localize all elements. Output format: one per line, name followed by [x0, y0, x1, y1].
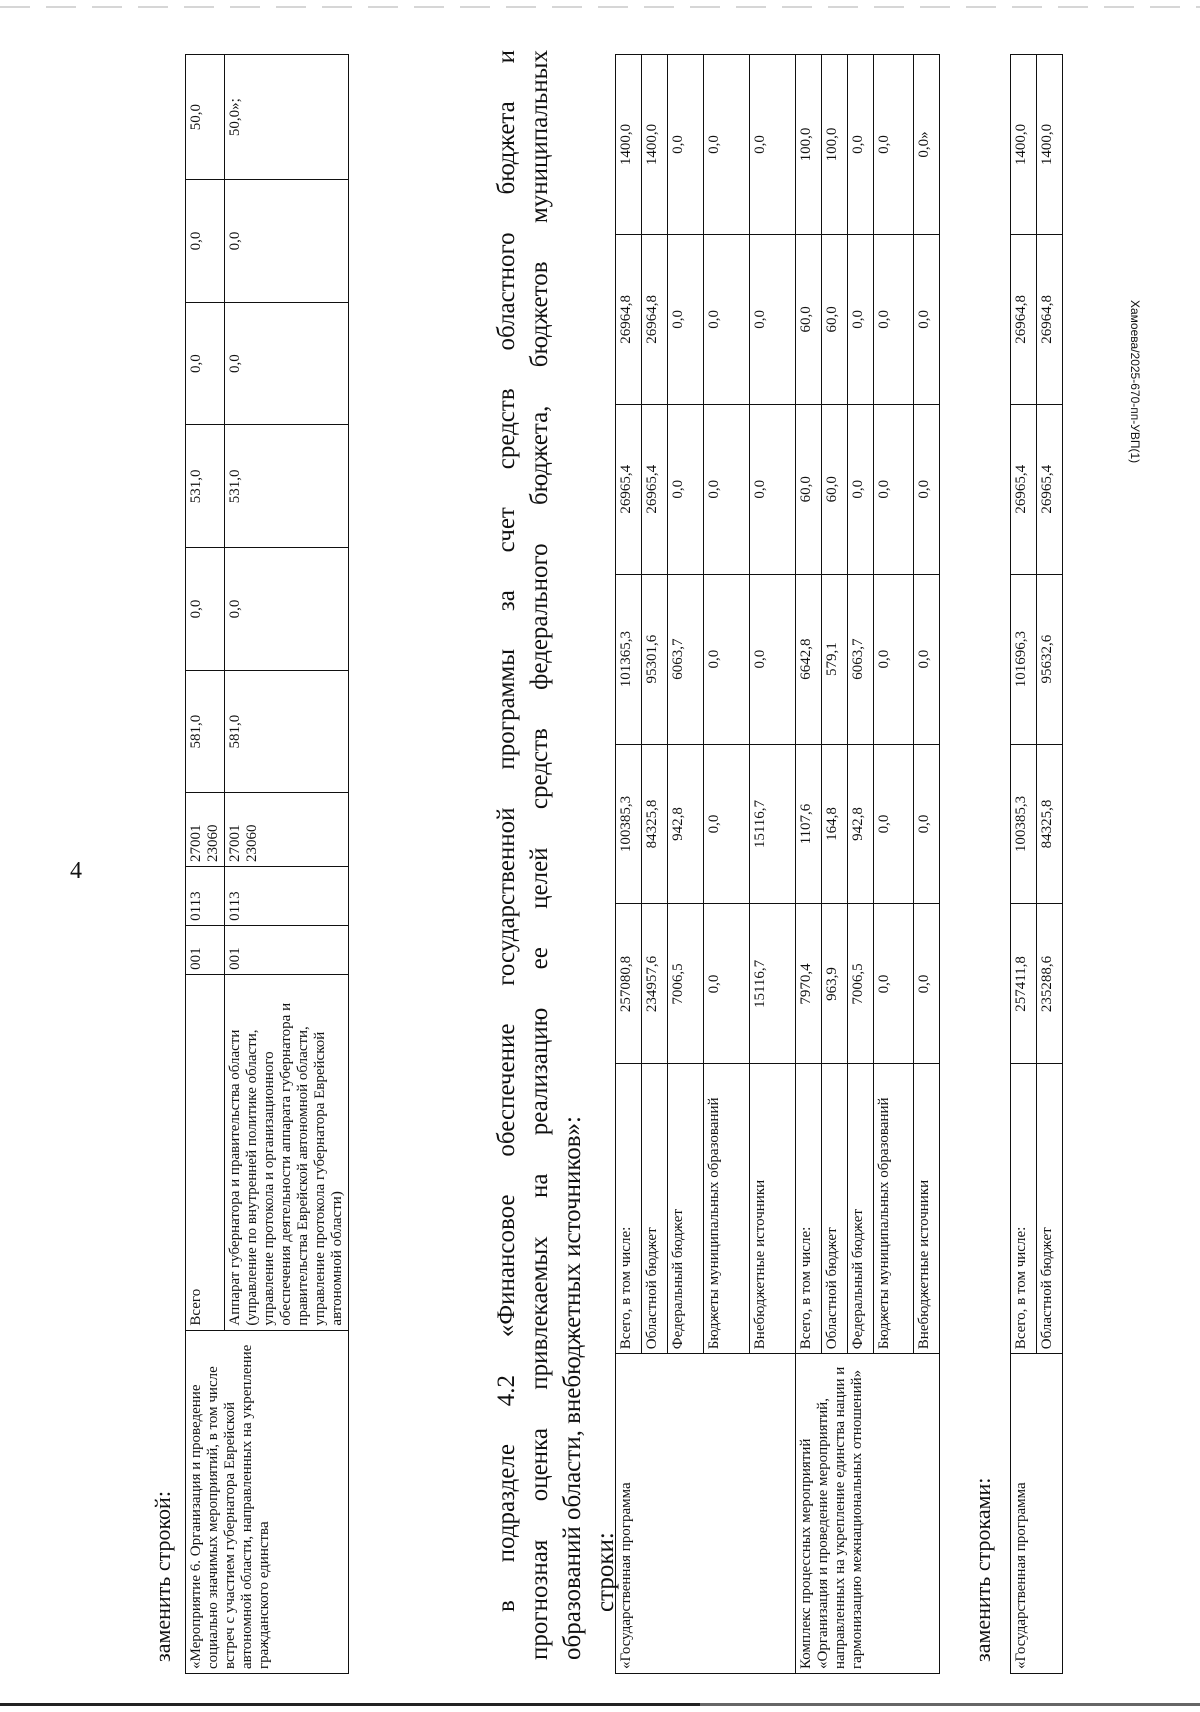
measure-name: «Мероприятие 6. Организация и проведение социально значимых мероприятий, в том числе встреч с участием губернатора Еврейской автономной области, направленных на укрепление гражданского единства [186, 1330, 349, 1673]
table-cell: 1400,0 [1037, 55, 1063, 235]
table-cell: 0,0 [186, 302, 225, 425]
table-cell: 26964,8 [1011, 234, 1037, 404]
word: подразделе [493, 1444, 520, 1563]
complex-name: Комплекс процессных мероприятий «Организация и проведение мероприятий, направленных на укрепление единства нации и гармонизацию межнациональных отношений» [796, 1354, 940, 1674]
table-cell: 0,0 [874, 574, 914, 744]
table-cell: 0,0 [750, 234, 796, 404]
table-cell: 579,1 [822, 574, 848, 744]
word: прогнозная [526, 1539, 553, 1660]
word: реализацию [526, 1007, 553, 1136]
table-cell: 0,0 [704, 904, 750, 1064]
footer-code: Хамоева/2025-670-пп-УВП(1) [1128, 300, 1142, 464]
table-cell: 50,0»; [225, 55, 349, 180]
table-cell: 0,0 [704, 55, 750, 235]
table-cell: 257411,8 [1011, 904, 1037, 1064]
table-cell: 0,0 [668, 55, 704, 235]
table-cell: 6063,7 [668, 574, 704, 744]
table-cell: 26964,8 [616, 234, 642, 404]
table-cell: 7006,5 [848, 904, 874, 1064]
table-cell: 26965,4 [1011, 404, 1037, 574]
rotated-page-content [0, 40, 1100, 1690]
replace-rows-label: заменить строками: [970, 1477, 995, 1662]
table-cell: 27001 23060 [186, 793, 225, 867]
table-cell: 942,8 [668, 744, 704, 904]
table-cell: 0,0 [914, 404, 940, 574]
table-cell: 0,0 [750, 574, 796, 744]
table-cell: 7970,4 [796, 904, 822, 1064]
table-cell: 101696,3 [1011, 574, 1037, 744]
word: обеспечение [493, 1023, 520, 1157]
table-cell: 0,0 [704, 574, 750, 744]
word: и [493, 50, 520, 64]
table-cell: 1400,0 [642, 55, 668, 235]
table-cell: 0,0 [704, 404, 750, 574]
scan-edge-top [0, 6, 1200, 8]
table-cell: 15116,7 [750, 904, 796, 1064]
source-label: Федеральный бюджет [668, 1064, 704, 1354]
table-cell: 0,0 [874, 55, 914, 235]
word: бюджетов [526, 261, 553, 368]
table-cell: 84325,8 [1037, 744, 1063, 904]
table-cell: 95301,6 [642, 574, 668, 744]
word: средств [526, 728, 553, 810]
program-name: «Государственная программа [616, 1354, 796, 1674]
table-cell: 0,0 [848, 55, 874, 235]
table-cell: 100,0 [796, 55, 822, 235]
table-cell: 0,0 [848, 234, 874, 404]
table-cell: 0,0 [668, 404, 704, 574]
table-row [616, 55, 642, 1674]
table-cell: 001 [186, 925, 225, 974]
word: муниципальных [526, 50, 553, 224]
word: привлекаемых [526, 1236, 553, 1390]
finance-table-new [1010, 54, 1063, 1674]
table-cell: 0,0 [874, 234, 914, 404]
table-cell: 26965,4 [1037, 404, 1063, 574]
word: федерального [526, 543, 553, 690]
table-row [796, 55, 822, 1674]
source-label: Федеральный бюджет [848, 1064, 874, 1354]
table-cell: 60,0 [822, 404, 848, 574]
table-cell: 6642,8 [796, 574, 822, 744]
word: оценка [526, 1428, 553, 1502]
table-cell: 15116,7 [750, 744, 796, 904]
scan-edge-bottom [0, 1703, 1200, 1706]
paragraph-line-2 [523, 50, 556, 1660]
table-cell: 0,0 [848, 404, 874, 574]
table-cell: 235288,6 [1037, 904, 1063, 1064]
source-label: Внебюджетные источники [750, 1064, 796, 1354]
source-label: Всего, в том числе: [796, 1064, 822, 1354]
word: «Финансовое [493, 1194, 520, 1338]
table-cell: 84325,8 [642, 744, 668, 904]
table-cell: 100385,3 [1011, 744, 1037, 904]
table-row [1011, 55, 1037, 1674]
table-cell: 581,0 [225, 670, 349, 793]
table-cell: 6063,7 [848, 574, 874, 744]
table-cell: 234957,6 [642, 904, 668, 1064]
source-label: Всего, в том числе: [616, 1064, 642, 1354]
table-cell: 1107,6 [796, 744, 822, 904]
table-cell: 27001 23060 [225, 793, 349, 867]
source-label: Областной бюджет [642, 1064, 668, 1354]
word: областного [493, 232, 520, 351]
table-cell: 257080,8 [616, 904, 642, 1064]
program-name: «Государственная программа [1011, 1354, 1063, 1674]
measure-table [185, 54, 349, 1674]
source-label: Областной бюджет [822, 1064, 848, 1354]
table-cell: 0,0 [874, 744, 914, 904]
word: средств [493, 388, 520, 470]
source-label: Областной бюджет [1037, 1064, 1063, 1354]
table-cell: 26965,4 [616, 404, 642, 574]
word: бюджета [493, 101, 520, 195]
table-cell: 60,0 [822, 234, 848, 404]
source-label: Внебюджетные источники [914, 1064, 940, 1354]
word: в [493, 1600, 520, 1612]
table-cell: 0,0 [186, 548, 225, 671]
table-cell: 0,0 [704, 744, 750, 904]
source-label: Бюджеты муниципальных образований [874, 1064, 914, 1354]
word: государственной [493, 807, 520, 986]
table-cell: 0113 [225, 866, 349, 925]
word: за [493, 590, 520, 612]
source-label: Всего, в том числе: [1011, 1064, 1037, 1354]
word: 4.2 [493, 1374, 520, 1407]
page-number: 4 [70, 858, 82, 884]
table-cell: 0,0 [186, 180, 225, 303]
word: счет [493, 507, 520, 553]
table-cell: 0,0 [750, 55, 796, 235]
table-cell: 0,0 [914, 574, 940, 744]
table-cell: 0,0 [750, 404, 796, 574]
word: программы [493, 649, 520, 770]
table-cell: 0,0 [914, 744, 940, 904]
word: ее [526, 947, 553, 970]
table-cell: Всего [186, 974, 225, 1330]
table-cell: 581,0 [186, 670, 225, 793]
table-cell: 60,0 [796, 234, 822, 404]
table-row [186, 55, 225, 1674]
table-cell: Аппарат губернатора и правительства области (управление по внутренней политике области, управление протокола и организационного обеспечения деятельности аппарата губернатора и правительства Еврейской автономной области, управление протокола губернатора Еврейской автономной области) [225, 974, 349, 1330]
paragraph-line-3: образований области, внебюджетных источников»: [559, 1116, 586, 1660]
table-cell: 0,0 [914, 904, 940, 1064]
table-cell: 26965,4 [642, 404, 668, 574]
table-cell: 50,0 [186, 55, 225, 180]
table-cell: 60,0 [796, 404, 822, 574]
table-cell: 0,0 [225, 302, 349, 425]
table-cell: 963,9 [822, 904, 848, 1064]
amendment-paragraph [490, 50, 622, 1660]
table-cell: 0,0» [914, 55, 940, 235]
table-cell: 001 [225, 925, 349, 974]
word: на [526, 1173, 553, 1199]
finance-table-old [615, 54, 940, 1674]
word: целей [526, 847, 553, 909]
table-cell: 0,0 [874, 904, 914, 1064]
table-cell: 0,0 [225, 180, 349, 303]
table-cell: 100385,3 [616, 744, 642, 904]
table-cell: 0,0 [914, 234, 940, 404]
table-cell: 942,8 [848, 744, 874, 904]
table-cell: 0,0 [225, 548, 349, 671]
table-cell: 164,8 [822, 744, 848, 904]
replace-line-label: заменить строкой: [150, 1491, 175, 1662]
table-cell: 100,0 [822, 55, 848, 235]
table-cell: 26964,8 [642, 234, 668, 404]
table-cell: 0,0 [704, 234, 750, 404]
word: бюджета, [526, 405, 553, 506]
table-cell: 1400,0 [616, 55, 642, 235]
table-cell: 0113 [186, 866, 225, 925]
paragraph-line-4: строки: [592, 1532, 619, 1612]
table-cell: 1400,0 [1011, 55, 1037, 235]
source-label: Бюджеты муниципальных образований [704, 1064, 750, 1354]
table-cell: 26964,8 [1037, 234, 1063, 404]
table-cell: 0,0 [874, 404, 914, 574]
table-cell: 101365,3 [616, 574, 642, 744]
table-cell: 7006,5 [668, 904, 704, 1064]
table-cell: 95632,6 [1037, 574, 1063, 744]
table-cell: 531,0 [225, 425, 349, 548]
table-cell: 0,0 [668, 234, 704, 404]
paragraph-line-1 [490, 50, 523, 1660]
table-cell: 531,0 [186, 425, 225, 548]
